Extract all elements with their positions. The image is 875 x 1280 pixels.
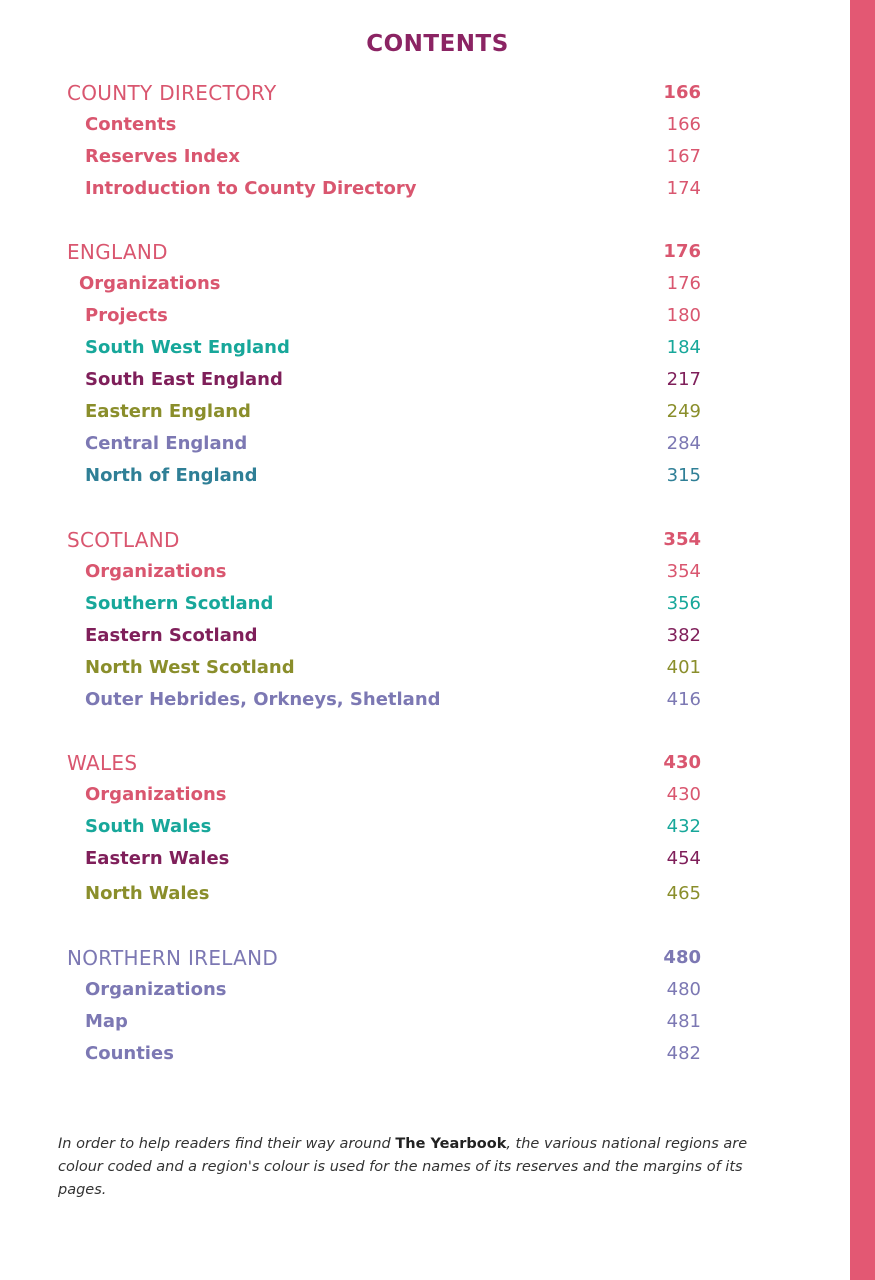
toc-item-page: 315: [666, 465, 701, 486]
toc-item[interactable]: [0, 176, 875, 206]
toc-item-label: Projects: [85, 305, 168, 326]
toc-item[interactable]: [0, 271, 875, 301]
toc-item-page: 354: [666, 561, 701, 582]
toc-item[interactable]: [0, 559, 875, 589]
toc-item-label: Central England: [85, 433, 248, 454]
toc-item-page: 184: [666, 337, 701, 358]
colour-coding-note: [58, 1133, 758, 1202]
toc-item-page: 454: [666, 848, 701, 869]
toc-heading-label: COUNTY DIRECTORY: [67, 81, 277, 105]
page-title: CONTENTS: [366, 31, 509, 57]
toc-item-label: South East England: [85, 369, 283, 390]
toc-item-page: 217: [666, 369, 701, 390]
toc-item-page: 166: [666, 114, 701, 135]
toc-item-page: 416: [666, 689, 701, 710]
toc-item-label: Southern Scotland: [85, 593, 274, 614]
toc-item[interactable]: [0, 1009, 875, 1039]
toc-item-label: North West Scotland: [85, 657, 295, 678]
toc-item-label: Counties: [85, 1043, 174, 1064]
toc-item[interactable]: [0, 782, 875, 812]
toc-item-page: 482: [666, 1043, 701, 1064]
toc-item[interactable]: [0, 846, 875, 876]
toc-item[interactable]: [0, 591, 875, 621]
toc-item[interactable]: [0, 367, 875, 397]
toc-item-page: 180: [666, 305, 701, 326]
toc-item-page: 356: [666, 593, 701, 614]
toc-heading-label: ENGLAND: [67, 240, 168, 264]
toc-item-page: 430: [666, 784, 701, 805]
toc-item-label: North Wales: [85, 883, 210, 904]
toc-heading-label: NORTHERN IRELAND: [67, 946, 279, 970]
toc-item-page: 382: [666, 625, 701, 646]
toc-item[interactable]: [0, 655, 875, 685]
toc-heading-label: WALES: [67, 751, 138, 775]
toc-heading-northern-ireland[interactable]: [0, 945, 875, 975]
toc-item[interactable]: [0, 623, 875, 653]
toc-item-label: Organizations: [85, 784, 227, 805]
toc-heading-page: 176: [663, 241, 701, 262]
toc-item[interactable]: [0, 1041, 875, 1071]
toc-item[interactable]: [0, 687, 875, 717]
toc-item-label: Eastern England: [85, 401, 251, 422]
toc-item-label: South Wales: [85, 816, 212, 837]
toc-item[interactable]: [0, 431, 875, 461]
toc-item-page: 284: [666, 433, 701, 454]
toc-heading-england[interactable]: [0, 239, 875, 269]
toc-item-label: Eastern Scotland: [85, 625, 258, 646]
toc-item-page: 432: [666, 816, 701, 837]
toc-item-page: 249: [666, 401, 701, 422]
toc-item-label: Outer Hebrides, Orkneys, Shetland: [85, 689, 441, 710]
toc-item-label: Introduction to County Directory: [85, 178, 417, 199]
toc-item[interactable]: [0, 335, 875, 365]
toc-heading-label: SCOTLAND: [67, 528, 180, 552]
toc-item[interactable]: [0, 112, 875, 142]
toc-heading-page: 480: [663, 947, 701, 968]
toc-item-page: 481: [666, 1011, 701, 1032]
toc-item-page: 174: [666, 178, 701, 199]
toc-item[interactable]: [0, 977, 875, 1007]
toc-item[interactable]: [0, 881, 875, 911]
toc-item[interactable]: [0, 144, 875, 174]
toc-heading-page: 354: [663, 529, 701, 550]
toc-item-label: Organizations: [79, 273, 221, 294]
toc-item-page: 176: [666, 273, 701, 294]
toc-item[interactable]: [0, 399, 875, 429]
toc-item[interactable]: [0, 463, 875, 493]
toc-item-label: Eastern Wales: [85, 848, 230, 869]
toc-item-page: 167: [666, 146, 701, 167]
toc-item[interactable]: [0, 303, 875, 333]
toc-heading-page: 166: [663, 82, 701, 103]
toc-item-label: Map: [85, 1011, 128, 1032]
toc-item-page: 480: [666, 979, 701, 1000]
note-text-before: In order to help readers find their way around: [58, 1135, 396, 1152]
toc-item-label: Reserves Index: [85, 146, 241, 167]
toc-item-label: Contents: [85, 114, 177, 135]
toc-item-label: South West England: [85, 337, 290, 358]
toc-item-page: 465: [666, 883, 701, 904]
toc-heading-scotland[interactable]: [0, 527, 875, 557]
toc-item-label: Organizations: [85, 561, 227, 582]
toc-heading-page: 430: [663, 752, 701, 773]
toc-heading-wales[interactable]: [0, 750, 875, 780]
toc-item-label: North of England: [85, 465, 258, 486]
toc-item-page: 401: [666, 657, 701, 678]
toc-item[interactable]: [0, 814, 875, 844]
toc-heading-county-directory[interactable]: [0, 80, 875, 110]
note-yearbook-title: The Yearbook: [395, 1135, 507, 1152]
note-text-after: , the various national regions are colour coded and a region's colour is used for the names of its reserves and the margins of its pages.: [58, 1135, 748, 1198]
toc-item-label: Organizations: [85, 979, 227, 1000]
